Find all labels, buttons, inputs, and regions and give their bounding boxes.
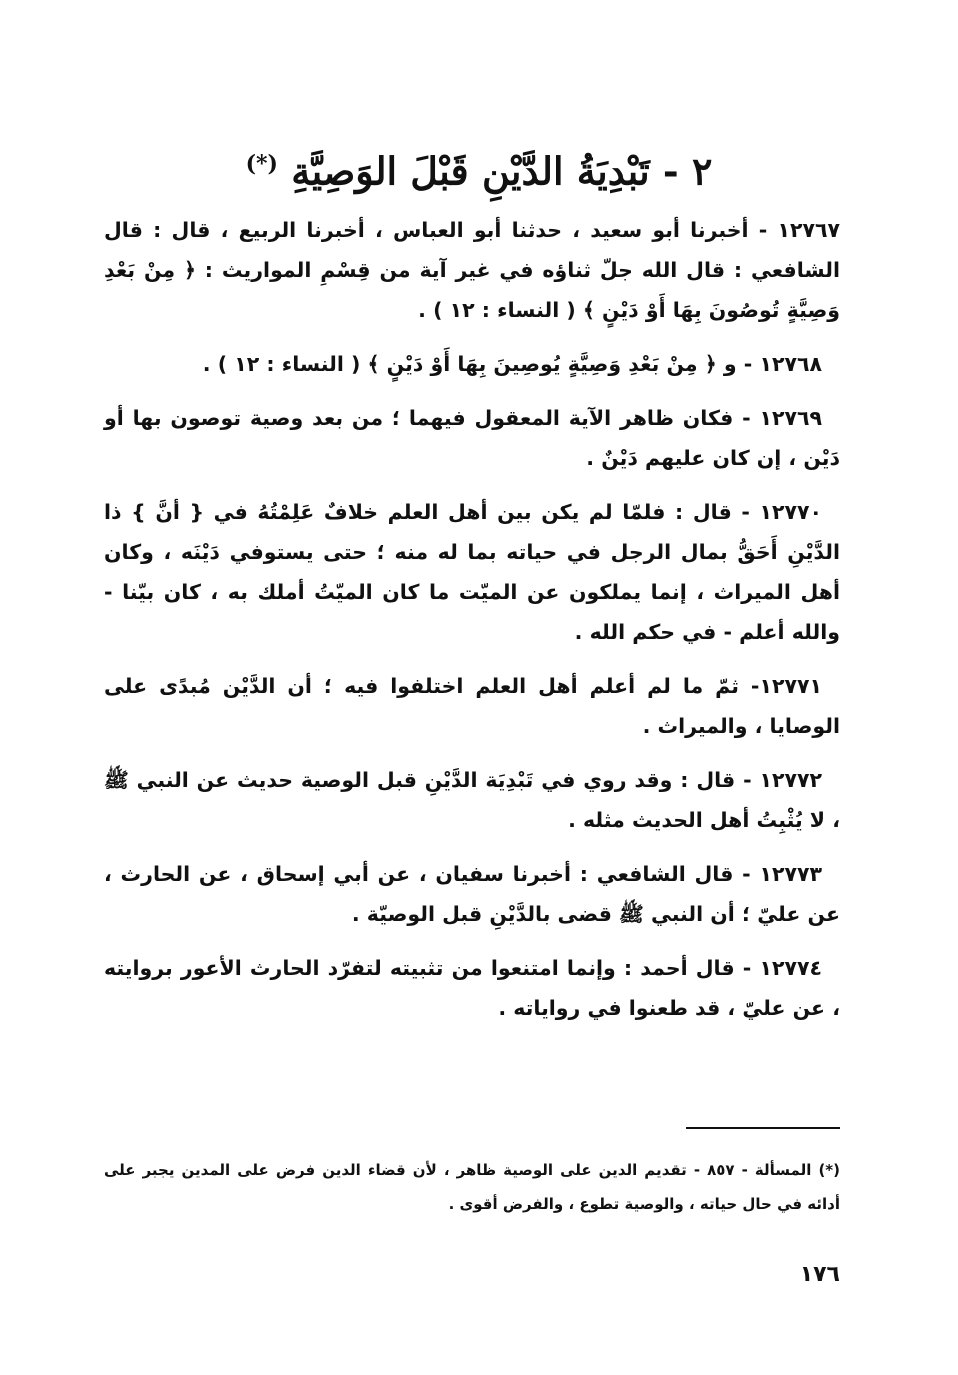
paragraph-12770: ١٢٧٧٠ - قال : فلمّا لم يكن بين أهل العلم خلافٌ عَلِمْتُهُ في { أنَّ } ذا الدَّيْنِ أَحَقُّ بمال الرجل في حياته بما له منه ؛ حتى يستوفي دَيْنَه ، وكان أهل الميراث ، إنما يملكون عن الميّت ما كان الميّتُ أملك به ، كان بيّنا - والله أعلم - في حكم الله . (104, 500, 840, 644)
paragraph-12773: ١٢٧٧٣ - قال الشافعي : أخبرنا سفيان ، عن أبي إسحاق ، عن الحارث ، عن عليّ ؛ أن النبي ﷺ قضى بالدَّيْنِ قبل الوصيّة . (104, 862, 840, 926)
chapter-heading (0, 138, 958, 198)
paragraph-12772: ١٢٧٧٢ - قال : وقد روي في تَبْدِيَة الدَّيْنِ قبل الوصية حديث عن النبي ﷺ ، لا يُثْبِتُ أهل الحديث مثله . (104, 768, 840, 832)
page-number: ١٧٦ (799, 1262, 840, 1287)
footnote: (*) المسألة - ٨٥٧ - تقديم الدين على الوصية ظاهر ، لأن قضاء الدين فرض على المدين يجبر على أدائه في حال حياته ، والوصية تطوع ، والفرض أقوى . (104, 1161, 840, 1213)
chapter-title: ٢ - تَبْدِيَةُ الدَّيْنِ قَبْلَ الوَصِيَّةِ (291, 148, 713, 194)
paragraph-12767: ١٢٧٦٧ - أخبرنا أبو سعيد ، حدثنا أبو العباس ، أخبرنا الربيع ، قال : قال الشافعي : قال الله جلّ ثناؤه في غير آية من قِسْمِ المواريث : ﴿ مِنْ بَعْدِ وَصِيَّةٍ تُوصُونَ بِهَا أَوْ دَيْنٍ ﴾ ( النساء : ١٢ ) . (104, 218, 840, 322)
footnote-marker: (*) (245, 151, 278, 177)
paragraph-12771: ١٢٧٧١- ثمّ ما لم أعلم أهل العلم اختلفوا فيه ؛ أن الدَّيْن مُبدًى على الوصايا ، والميراث . (104, 674, 840, 738)
paragraph-12769: ١٢٧٦٩ - فكان ظاهر الآية المعقول فيهما ؛ من بعد وصية توصون بها أو دَيْن ، إن كان عليهم دَيْنٌ . (104, 406, 840, 470)
main-text (104, 210, 840, 1042)
footnote-divider (686, 1127, 840, 1129)
paragraph-12768: ١٢٧٦٨ - و ﴿ مِنْ بَعْدِ وَصِيَّةٍ يُوصِينَ بِهَا أَوْ دَيْنٍ ﴾ ( النساء : ١٢ ) . (202, 352, 822, 376)
paragraph-12774: ١٢٧٧٤ - قال أحمد : وإنما امتنعوا من تثبيته لتفرّد الحارث الأعور بروايته ، عن عليّ ، قد طعنوا في رواياته . (104, 956, 840, 1020)
